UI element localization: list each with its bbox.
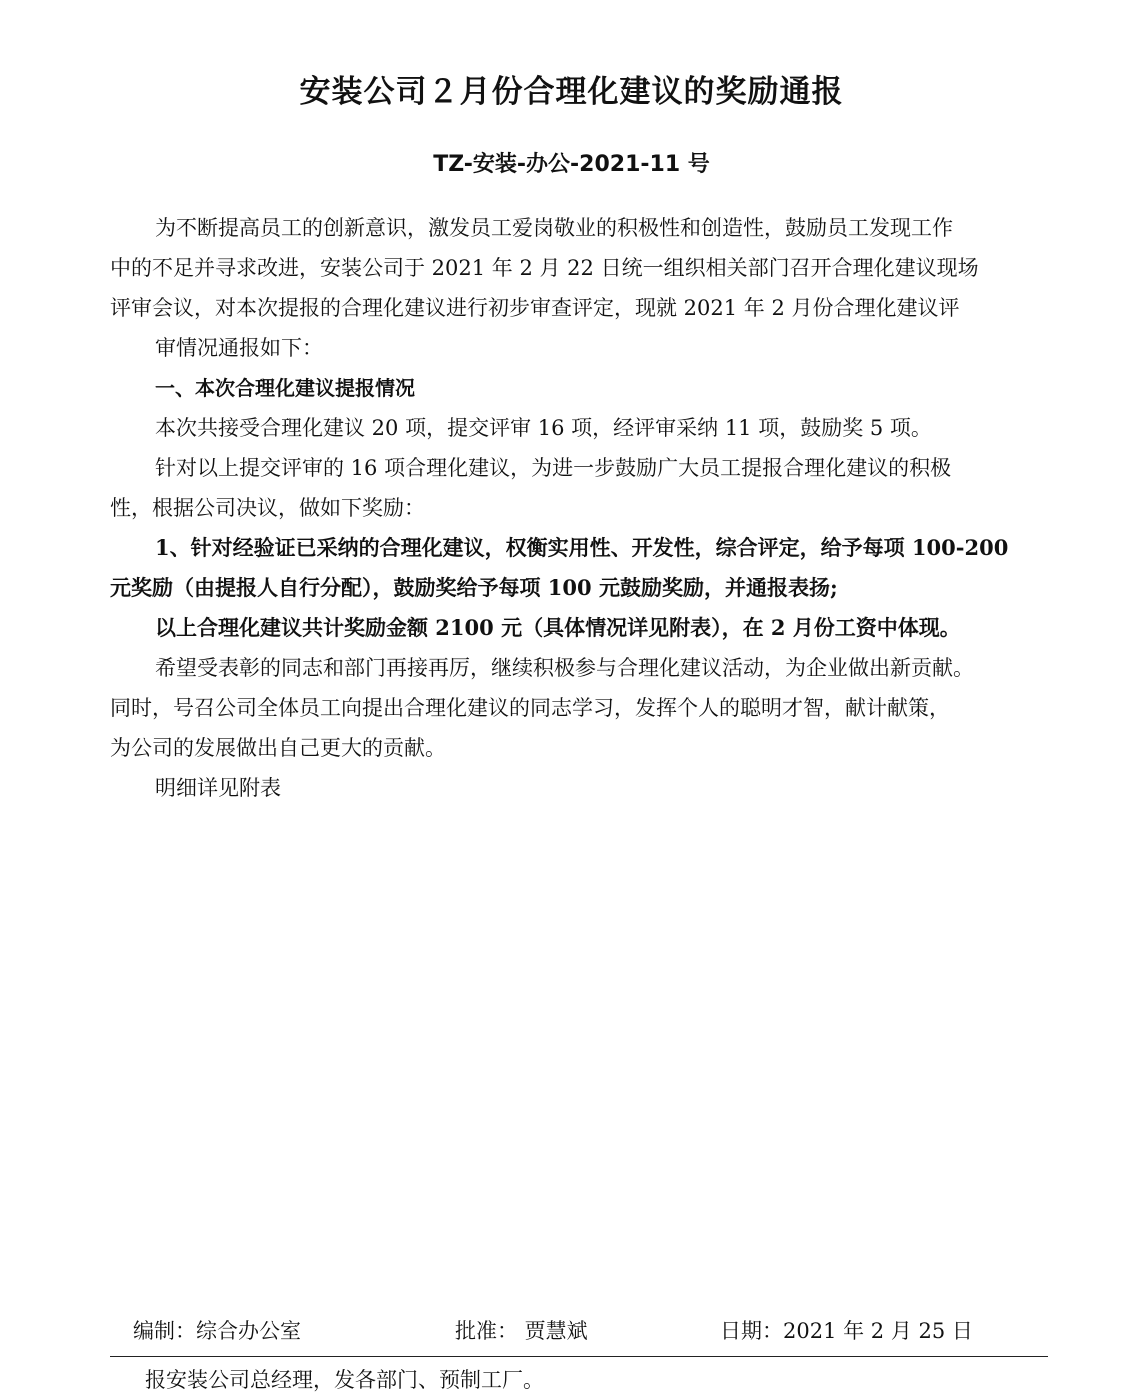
closing-line-3: 为公司的发展做出自己更大的贡献。 bbox=[110, 736, 446, 760]
closing-line-2: 同时，号召公司全体员工向提出合理化建议的同志学习，发挥个人的聪明才智，献计献策， bbox=[110, 696, 950, 720]
reward-item-1-line-2: 元奖励（由提报人自行分配），鼓励奖给予每项 100 元鼓励奖励，并通报表扬; bbox=[110, 575, 838, 600]
footer-approver: 批准： 贾慧斌 bbox=[455, 1319, 588, 1343]
section-heading-submission-status: 一、本次合理化建议提报情况 bbox=[155, 376, 415, 400]
document-number: TZ-安装-办公-2021-11 号 bbox=[433, 152, 710, 177]
reward-intro-line-1: 针对以上提交评审的 16 项合理化建议，为进一步鼓励广大员工提报合理化建议的积极 bbox=[155, 456, 952, 480]
intro-line-1: 为不断提高员工的创新意识，激发员工爱岗敬业的积极性和创造性，鼓励员工发现工作 bbox=[155, 216, 953, 240]
closing-line-1: 希望受表彰的同志和部门再接再厉，继续积极参与合理化建议活动，为企业做出新贡献。 bbox=[155, 656, 974, 680]
document-body bbox=[110, 208, 1035, 808]
attachment-note: 明细详见附表 bbox=[155, 776, 281, 800]
reward-item-1-line-1: 1、针对经验证已采纳的合理化建议，权衡实用性、开发性，综合评定，给予每项 100-200 bbox=[155, 535, 1009, 560]
footer-signature-row bbox=[0, 1311, 1143, 1351]
intro-line-2: 中的不足并寻求改进，安装公司于 2021 年 2 月 22 日统一组织相关部门召开合理化建议现场 bbox=[110, 256, 979, 280]
footer-date: 日期：2021 年 2 月 25 日 bbox=[720, 1319, 973, 1343]
footer-editor: 编制：综合办公室 bbox=[133, 1319, 301, 1343]
reward-total: 以上合理化建议共计奖励金额 2100 元（具体情况详见附表），在 2 月份工资中体现。 bbox=[155, 615, 961, 640]
reward-intro-line-2: 性，根据公司决议，做如下奖励： bbox=[110, 496, 425, 520]
footer-distribution: 报安装公司总经理，发各部门、预制工厂。 bbox=[145, 1368, 544, 1392]
intro-line-4: 审情况通报如下： bbox=[155, 336, 323, 360]
intro-line-3: 评审会议，对本次提报的合理化建议进行初步审查评定，现就 2021 年 2 月份合理化建议评 bbox=[110, 296, 960, 320]
document-title: 安装公司２月份合理化建议的奖励通报 bbox=[299, 74, 844, 110]
footer-divider bbox=[110, 1356, 1048, 1357]
submission-stats: 本次共接受合理化建议 20 项，提交评审 16 项，经评审采纳 11 项，鼓励奖 5 项。 bbox=[155, 416, 932, 440]
